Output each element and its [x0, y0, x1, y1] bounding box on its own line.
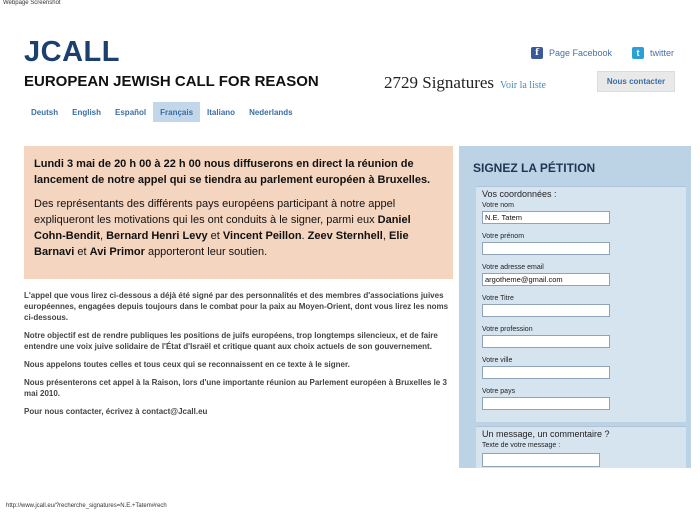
notice-sep: et	[74, 246, 90, 258]
twitter-link[interactable]: twitter	[649, 48, 674, 58]
lang-espanol[interactable]: Español	[115, 107, 147, 117]
email-label: Votre adresse email	[482, 264, 544, 271]
notice-text: Des représentants des différents pays européens participant à notre appel expliqueront les motivations qui les ont conduits à le signer, parmi eux	[34, 198, 396, 226]
twitter-icon[interactable]: t	[632, 47, 644, 59]
country-label: Votre pays	[482, 388, 516, 395]
title-label: Votre Titre	[482, 295, 514, 302]
contact-button[interactable]: Nous contacter	[597, 71, 675, 92]
city-label: Votre ville	[482, 357, 513, 364]
profession-label: Votre profession	[482, 326, 533, 333]
event-notice	[24, 146, 453, 279]
notice-name: Elie Barnavi	[34, 230, 409, 258]
facebook-link[interactable]: Page Facebook	[548, 48, 612, 58]
contact-details-fieldset	[476, 186, 686, 422]
notice-sep: apporteront leur soutien.	[144, 246, 268, 258]
lang-deutsh[interactable]: Deutsh	[31, 107, 59, 117]
petition-title: SIGNEZ LA PÉTITION	[473, 161, 596, 175]
site-subtitle: EUROPEAN JEWISH CALL FOR REASON	[24, 73, 319, 90]
notice-sep: .	[301, 230, 308, 242]
status-bar-url: http://www.jcall.eu/?recherche_signatures=N.E.+Tatem#rech	[6, 503, 167, 509]
notice-name: Zeev Sternhell	[307, 230, 383, 242]
signature-count: 2729 Signatures	[384, 73, 495, 92]
firstname-input[interactable]	[482, 242, 610, 255]
site-logo[interactable]: JCALL	[24, 36, 120, 68]
view-list-link[interactable]: Voir la liste	[500, 80, 546, 91]
lang-francais[interactable]: Français	[153, 102, 200, 122]
profession-input[interactable]	[482, 335, 610, 348]
message-label: Texte de votre message :	[482, 442, 561, 449]
lang-nederlands[interactable]: Nederlands	[249, 107, 293, 117]
notice-sep: ,	[382, 230, 389, 242]
appeal-paragraph: Nous appelons toutes celles et tous ceux qui se reconnaissent en ce texte à le signer.	[24, 360, 350, 369]
notice-name: Daniel Cohn-Bendit	[34, 214, 411, 242]
social-links	[531, 47, 674, 59]
facebook-icon[interactable]: f	[531, 47, 543, 59]
notice-sep: ,	[99, 230, 107, 242]
lang-english[interactable]: English	[72, 107, 102, 117]
notice-body	[34, 196, 443, 260]
email-input[interactable]	[482, 273, 610, 286]
signature-counter	[384, 73, 546, 93]
title-input[interactable]	[482, 304, 610, 317]
language-nav	[24, 102, 300, 122]
contact-paragraph: Pour nous contacter, écrivez à contact@Jcall.eu	[24, 407, 208, 416]
country-input[interactable]	[482, 397, 610, 410]
notice-sep: et	[207, 230, 223, 242]
lastname-label: Votre nom	[482, 202, 514, 209]
message-legend: Un message, un commentaire ?	[482, 429, 610, 439]
appeal-paragraph: L'appel que vous lirez ci-dessous a déjà été signé par des personnalités et des membres d'associations juives européennes, engagées depuis toujours dans le combat pour la paix au Moyen-Orient, dont vous lirez les noms ci-dessous.	[24, 291, 449, 322]
appeal-paragraph: Notre objectif est de rendre publiques les positions de juifs européens, trop longtemps silencieux, et de faire entendre une voix juive solidaire de l'État d'Israël et critique quant aux choix actuels de son gouvernement.	[24, 331, 438, 351]
appeal-paragraph: Nous présenterons cet appel à la Raison, lors d'une importante réunion au Parlement européen à Bruxelles le 3 mai 2010.	[24, 378, 447, 398]
lastname-input[interactable]	[482, 211, 610, 224]
message-fieldset	[476, 426, 686, 468]
message-textarea[interactable]	[482, 453, 600, 467]
notice-name: Avi Primor	[89, 246, 145, 258]
city-input[interactable]	[482, 366, 610, 379]
lang-italiano[interactable]: Italiano	[207, 107, 236, 117]
notice-name: Bernard Henri Levy	[106, 230, 208, 242]
firstname-label: Votre prénom	[482, 233, 525, 240]
notice-name: Vincent Peillon	[222, 230, 302, 242]
coords-legend: Vos coordonnées :	[482, 189, 557, 199]
appeal-body	[24, 290, 456, 424]
screenshot-caption: Webpage Screenshot	[3, 0, 61, 6]
notice-lead: Lundi 3 mai de 20 h 00 à 22 h 00 nous diffuserons en direct la réunion de lancement de notre appel qui se tiendra au parlement européen à Bruxelles.	[34, 158, 431, 186]
petition-form	[459, 146, 691, 468]
